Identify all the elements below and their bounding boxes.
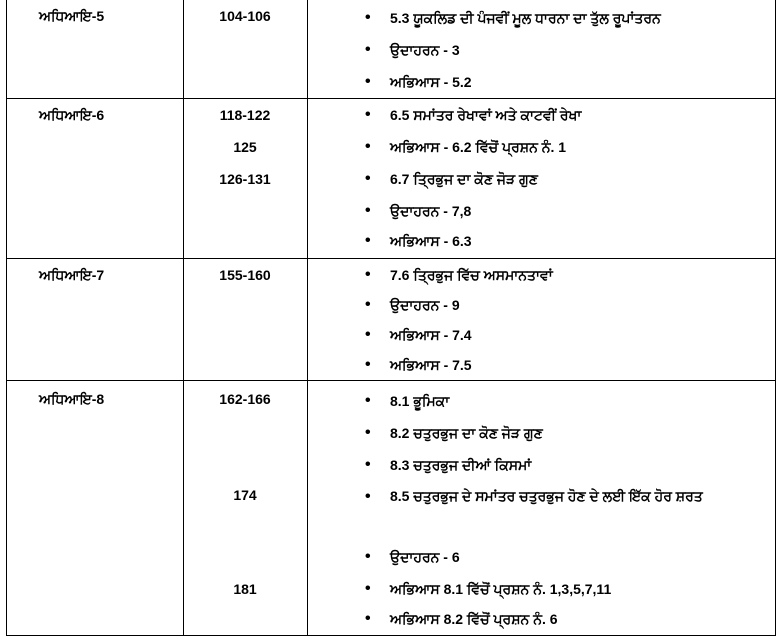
chapter-label: ਅਧਿਆਇ-5 (39, 8, 105, 24)
bullet: • (365, 610, 371, 627)
bullet: • (365, 392, 371, 409)
bullet: • (365, 202, 371, 219)
topic-item: ਉਦਾਹਰਨ - 9 (390, 297, 460, 313)
table-row (7, 98, 775, 258)
topic-item: ਅਭਿਆਸ - 7.5 (390, 357, 472, 373)
bullet: • (365, 266, 371, 283)
bullet: • (365, 488, 371, 505)
topic-item: 5.3 ਯੂਕਲਿਡ ਦੀ ਪੰਜਵੀਂ ਮੂਲ ਧਾਰਨਾ ਦਾ ਤੁੱਲ ਰੂਪਾਂਤਰਨ (390, 10, 661, 26)
chapter-label: ਅਧਿਆਇ-8 (39, 391, 105, 407)
topic-item: ਅਭਿਆਸ 8.1 ਵਿੱਚੋਂ ਪ੍ਰਸ਼ਨ ਨੰ. 1,3,5,7,11 (390, 581, 612, 597)
bullet: • (365, 356, 371, 373)
page-range: 181 (233, 581, 257, 597)
page-range: 162-166 (219, 391, 271, 407)
topic-item: 7.6 ਤ੍ਰਿਭੁਜ ਵਿੱਚ ਅਸਮਾਨਤਾਵਾਂ (390, 267, 553, 283)
page-range: 118-122 (219, 107, 271, 123)
page-range: 155-160 (219, 267, 271, 283)
bullet: • (365, 424, 371, 441)
topic-item: 8.2 ਚਤੁਰਭੁਜ ਦਾ ਕੋਣ ਜੋੜ ਗੁਣ (390, 425, 543, 441)
bullet: • (365, 456, 371, 473)
page-range: 126-131 (219, 171, 271, 187)
bullet: • (365, 73, 371, 90)
topic-item: ਅਭਿਆਸ - 6.2 ਵਿੱਚੋਂ ਪ੍ਰਸ਼ਨ ਨੰ. 1 (390, 139, 567, 155)
page-range: 125 (233, 139, 257, 155)
bullet: • (365, 232, 371, 249)
topic-item: ਉਦਾਹਰਨ - 6 (390, 549, 460, 565)
bullet: • (365, 106, 371, 123)
topic-item: 6.7 ਤ੍ਰਿਭੁਜ ਦਾ ਕੋਣ ਜੋੜ ਗੁਣ (390, 171, 538, 187)
topic-item: ਅਭਿਆਸ - 7.4 (390, 327, 472, 343)
bullet: • (365, 580, 371, 597)
page-range: 174 (233, 487, 257, 503)
chapter-label: ਅਧਿਆਇ-7 (39, 267, 105, 283)
topic-item: 8.5 ਚਤੁਰਭੁਜ ਦੇ ਸਮਾਂਤਰ ਚਤੁਰਭੁਜ ਹੋਣ ਦੇ ਲਈ ਇੱਕ ਹੋਰ ਸ਼ਰਤ (390, 488, 703, 504)
table-row (7, 380, 775, 636)
bullet: • (365, 138, 371, 155)
topic-item: ਉਦਾਹਰਨ - 3 (390, 42, 460, 58)
bullet: • (365, 296, 371, 313)
topic-item: 6.5 ਸਮਾਂਤਰ ਰੇਖਾਵਾਂ ਅਤੇ ਕਾਟਵੀਂ ਰੇਖਾ (390, 107, 582, 123)
bullet: • (365, 326, 371, 343)
topic-item: ਉਦਾਹਰਨ - 7,8 (390, 203, 472, 219)
topic-item: 8.3 ਚਤੁਰਭੁਜ ਦੀਆਂ ਕਿਸਮਾਂ (390, 457, 532, 473)
bullet: • (365, 548, 371, 565)
topic-item: ਅਭਿਆਸ 8.2 ਵਿੱਚੋਂ ਪ੍ਰਸ਼ਨ ਨੰ. 6 (390, 611, 558, 627)
table-row (7, 258, 775, 380)
topic-item: ਅਭਿਆਸ - 5.2 (390, 74, 472, 90)
topic-item: 8.1 ਭੂਮਿਕਾ (390, 393, 450, 409)
syllabus-table (6, 0, 776, 636)
table-row (7, 0, 775, 98)
page-range: 104-106 (219, 8, 271, 24)
bullet: • (365, 170, 371, 187)
chapter-label: ਅਧਿਆਇ-6 (39, 107, 105, 123)
bullet: • (365, 9, 371, 26)
bullet: • (365, 41, 371, 58)
topic-item: ਅਭਿਆਸ - 6.3 (390, 233, 472, 249)
